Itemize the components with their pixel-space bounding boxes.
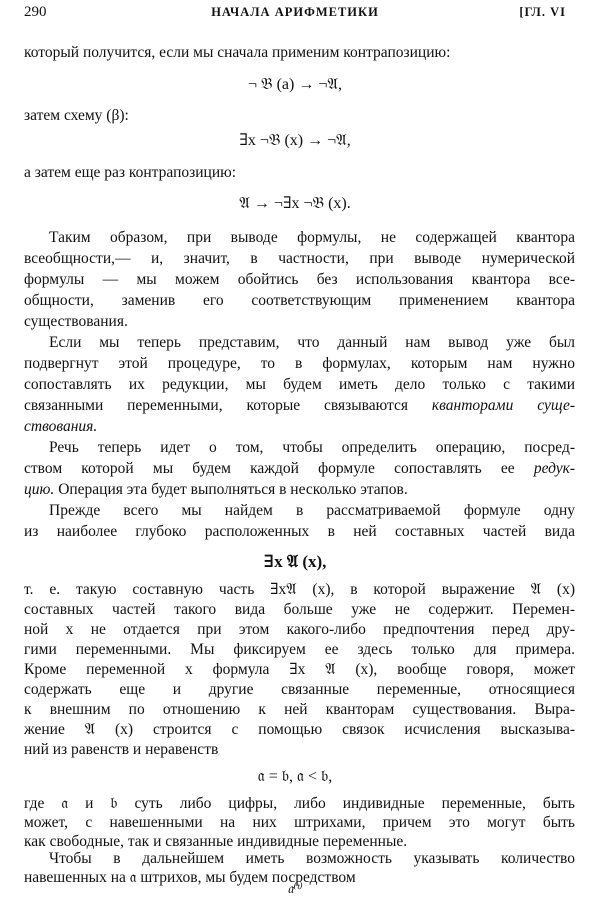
text-line: всеобщности,— и, значит, в частности, при выводе нумерической (24, 250, 575, 267)
chapter-label: [ГЛ. VI (519, 5, 566, 19)
text-line (24, 417, 575, 437)
text-line: Чтобы в дальнейшем иметь возможность указывать количество (49, 850, 575, 867)
text-line: Кроме переменной x формула ∃x 𝔄 (x), вообще говоря, может (24, 661, 575, 678)
text-line: как свободные, так и связанные индивидные переменные. (24, 833, 408, 850)
text-line: где 𝔞 и 𝔟 суть либо цифры, либо индивидные переменные, быть (24, 795, 575, 812)
text-line: ний из равенств и неравенств (24, 741, 219, 758)
text-line: к внешним по отношению к ней кванторам существования. Выра- (24, 701, 575, 718)
text-line (24, 396, 575, 416)
text-line: Прежде всего мы найдем в рассматриваемой формуле одну (49, 502, 575, 519)
formula-scheme-beta: ∃x ¬𝔅 (x) → ¬𝔄, (239, 132, 351, 149)
text-line: общности, заменив его соответствующим применением квантора (24, 292, 575, 309)
text-line: составных частей такого вида больше уже не содержит. Перемен- (24, 601, 575, 618)
running-title: НАЧАЛА АРИФМЕТИКИ (211, 5, 379, 19)
text-line: Если мы теперь представим, что данный нам вывод уже был (49, 334, 575, 351)
formula-contraposition-2: 𝔄 → ¬∃x ¬𝔅 (x). (239, 195, 351, 212)
text-line: навешенных на 𝔞 штрихов, мы будем посредством (24, 869, 356, 886)
text-span: связанными переменными, которые связываются (24, 397, 432, 414)
text-line: Речь теперь идет о том, чтобы определить операцию, посред- (49, 439, 575, 456)
text-span: ством которой мы будем каждой формуле сопоставлять ее (24, 460, 534, 477)
text-line: существования. (24, 313, 128, 330)
text-line (24, 459, 575, 479)
text-line: содержать еще и другие связанные переменные, относящиеся (24, 681, 575, 698)
text-line: из наиболее глубоко расположенных в ней составных частей вида (24, 523, 575, 540)
italic-term: редук- (533, 460, 575, 477)
text-line: жение 𝔄 (x) строится с помощью связок исчисления высказыва- (24, 721, 575, 738)
text-line (24, 480, 575, 500)
text-span: Операция эта будет выполняться в несколько этапов. (54, 481, 408, 498)
text-line: затем схему (β): (24, 107, 129, 124)
text-line: Таким образом, при выводе формулы, не содержащей квантора (49, 229, 575, 246)
italic-term: цию. (24, 481, 55, 498)
page-header (24, 4, 566, 24)
text-line: гими переменными. Мы фиксируем ее здесь только для примера. (24, 641, 575, 658)
text-line: формулы — мы можем обойтись без использования квантора все- (24, 271, 575, 288)
formula-contraposition: ¬ 𝔅 (a) → ¬𝔄, (248, 76, 342, 93)
formula-relations: 𝔞 = 𝔟, 𝔞 < 𝔟, (257, 768, 333, 785)
italic-term: ствования. (24, 418, 98, 435)
text-line: т. е. такую составную часть ∃x𝔄 (x), в которой выражение 𝔄 (x) (24, 581, 575, 598)
italic-term: кванторами суще- (431, 397, 575, 414)
formula-exists: ∃x 𝔄 (x), (263, 552, 327, 571)
text-line: ной x не отдается при этом какого-либо предпочтения перед дру- (24, 621, 575, 638)
text-line: а затем еще раз контрапозицию: (24, 164, 237, 181)
text-line: может, с навешенными на них штрихами, причем это могут быть (24, 814, 575, 831)
text-line: подвергнут этой процедуре, то в формулах, которым нам нужно (24, 355, 575, 372)
text-line: который получится, если мы сначала применим контрапозицию: (24, 44, 451, 61)
text-line: сопоставлять их редукции, мы будем иметь дело только с такими (24, 376, 575, 393)
page-number: 290 (24, 4, 47, 20)
formula-primes: 𝔞⁽ᵗ⁾ (287, 882, 303, 897)
